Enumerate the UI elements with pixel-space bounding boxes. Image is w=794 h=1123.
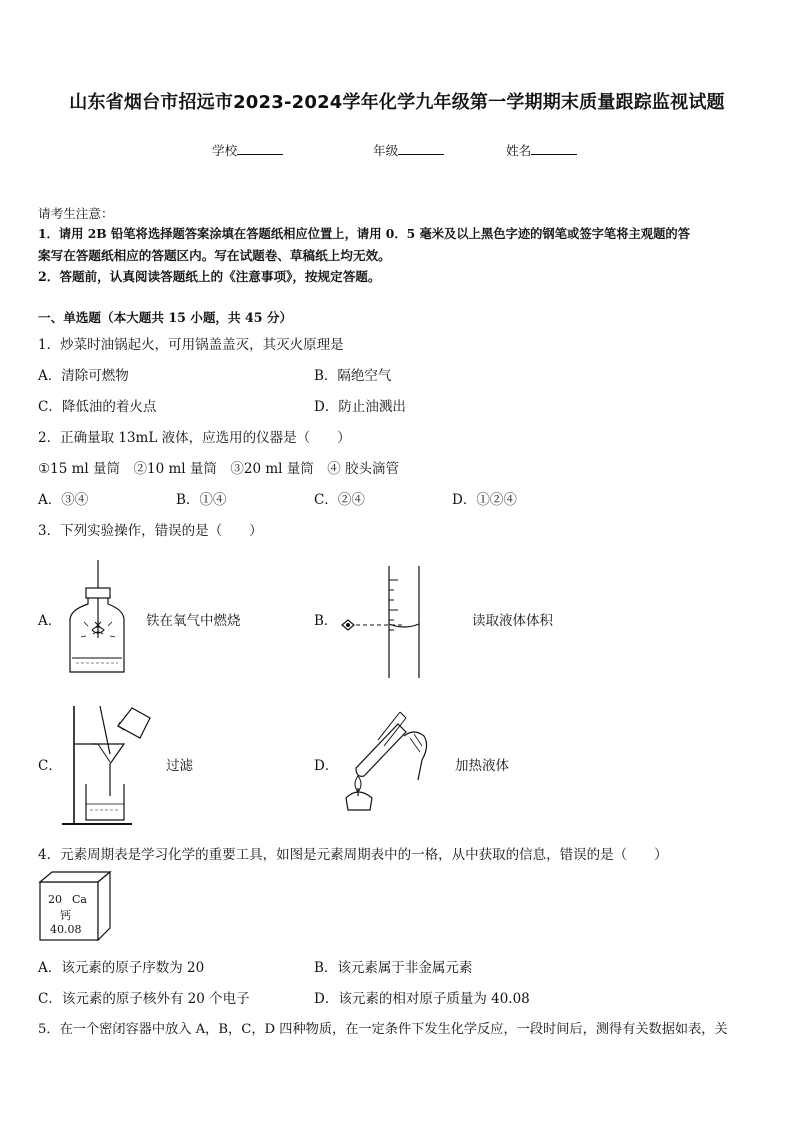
school-field[interactable]: [212, 140, 283, 159]
q2-option-c[interactable]: C．②④: [314, 492, 365, 508]
q3-option-b-text: 读取液体体积: [472, 613, 553, 629]
iron-burning-flask-illustration: [62, 560, 132, 678]
question-1-stem: 1．炒菜时油锅起火，可用锅盖盖灭，其灭火原理是: [38, 337, 344, 353]
page-title: 山东省烟台市招远市2023-2024学年化学九年级第一学期期末质量跟踪监视试题: [69, 92, 725, 113]
q2-option-b[interactable]: B．①④: [176, 492, 227, 508]
grade-field[interactable]: [373, 140, 444, 159]
question-3-stem: 3．下列实验操作，错误的是（ ）: [38, 523, 263, 539]
q3-option-a-text: 铁在氧气中燃烧: [146, 613, 241, 629]
name-label: 姓名: [506, 143, 532, 158]
q3-option-c[interactable]: C．: [38, 758, 62, 774]
grade-label: 年级: [373, 143, 399, 158]
q4-option-d[interactable]: D．该元素的相对原子质量为 40.08: [314, 991, 530, 1007]
q4-option-c[interactable]: C．该元素的原子核外有 20 个电子: [38, 991, 250, 1007]
q2-instrument-list: ①15 ml 量筒 ②10 ml 量筒 ③20 ml 量筒 ④ 胶头滴管: [38, 461, 400, 477]
q2-option-a[interactable]: A．③④: [38, 492, 89, 508]
q1-option-a[interactable]: A．清除可燃物: [38, 368, 129, 384]
heating-test-tube-illustration: [336, 706, 440, 814]
q3-option-d[interactable]: D．: [314, 758, 339, 774]
q3-option-c-text: 过滤: [166, 758, 193, 774]
section-heading: 一、单选题（本大题共 15 小题，共 45 分）: [38, 310, 293, 325]
q1-option-c[interactable]: C．降低油的着火点: [38, 399, 157, 415]
q4-option-b[interactable]: B．该元素属于非金属元素: [314, 960, 473, 976]
grade-blank[interactable]: [398, 141, 444, 155]
element-atomic-number: 20: [48, 893, 62, 906]
notice-item-1-cont: 案写在答题纸相应的答题区内。写在试题卷、草稿纸上均无效。: [38, 248, 391, 263]
school-blank[interactable]: [237, 141, 283, 155]
q1-option-d[interactable]: D．防止油溅出: [314, 399, 406, 415]
notice-item-2: 2．答题前，认真阅读答题纸上的《注意事项》，按规定答题。: [38, 269, 381, 284]
school-label: 学校: [212, 143, 238, 158]
q1-option-b[interactable]: B．隔绝空气: [314, 368, 392, 384]
filtration-apparatus-illustration: [62, 700, 156, 828]
notice-heading: 请考生注意：: [38, 206, 114, 221]
question-4-stem: 4．元素周期表是学习化学的重要工具，如图是元素周期表中的一格，从中获取的信息，错误的是（ ）: [38, 847, 668, 863]
notice-item-1: 1．请用 2B 铅笔将选择题答案涂填在答题纸相应位置上，请用 0．5 毫米及以上黑色字迹的钢笔或签字笔将主观题的答: [38, 226, 690, 241]
element-atomic-mass: 40.08: [50, 923, 82, 936]
graduated-cylinder-reading-illustration: [338, 566, 428, 678]
question-5-stem: 5．在一个密闭容器中放入 A，B，C，D 四种物质，在一定条件下发生化学反应，一段时间后，测得有关数据如表，关: [38, 1022, 728, 1037]
q4-option-a[interactable]: A．该元素的原子序数为 20: [38, 960, 205, 976]
name-field[interactable]: [506, 140, 577, 159]
q3-option-b[interactable]: B．: [314, 613, 338, 629]
question-2-stem: 2．正确量取 13mL 液体，应选用的仪器是（ ）: [38, 430, 351, 446]
element-name: 钙: [60, 909, 71, 922]
q3-option-d-text: 加热液体: [455, 758, 509, 774]
q3-option-a[interactable]: A．: [38, 613, 62, 629]
q2-option-d[interactable]: D．①②④: [452, 492, 517, 508]
element-symbol: Ca: [72, 893, 87, 906]
name-blank[interactable]: [531, 141, 577, 155]
